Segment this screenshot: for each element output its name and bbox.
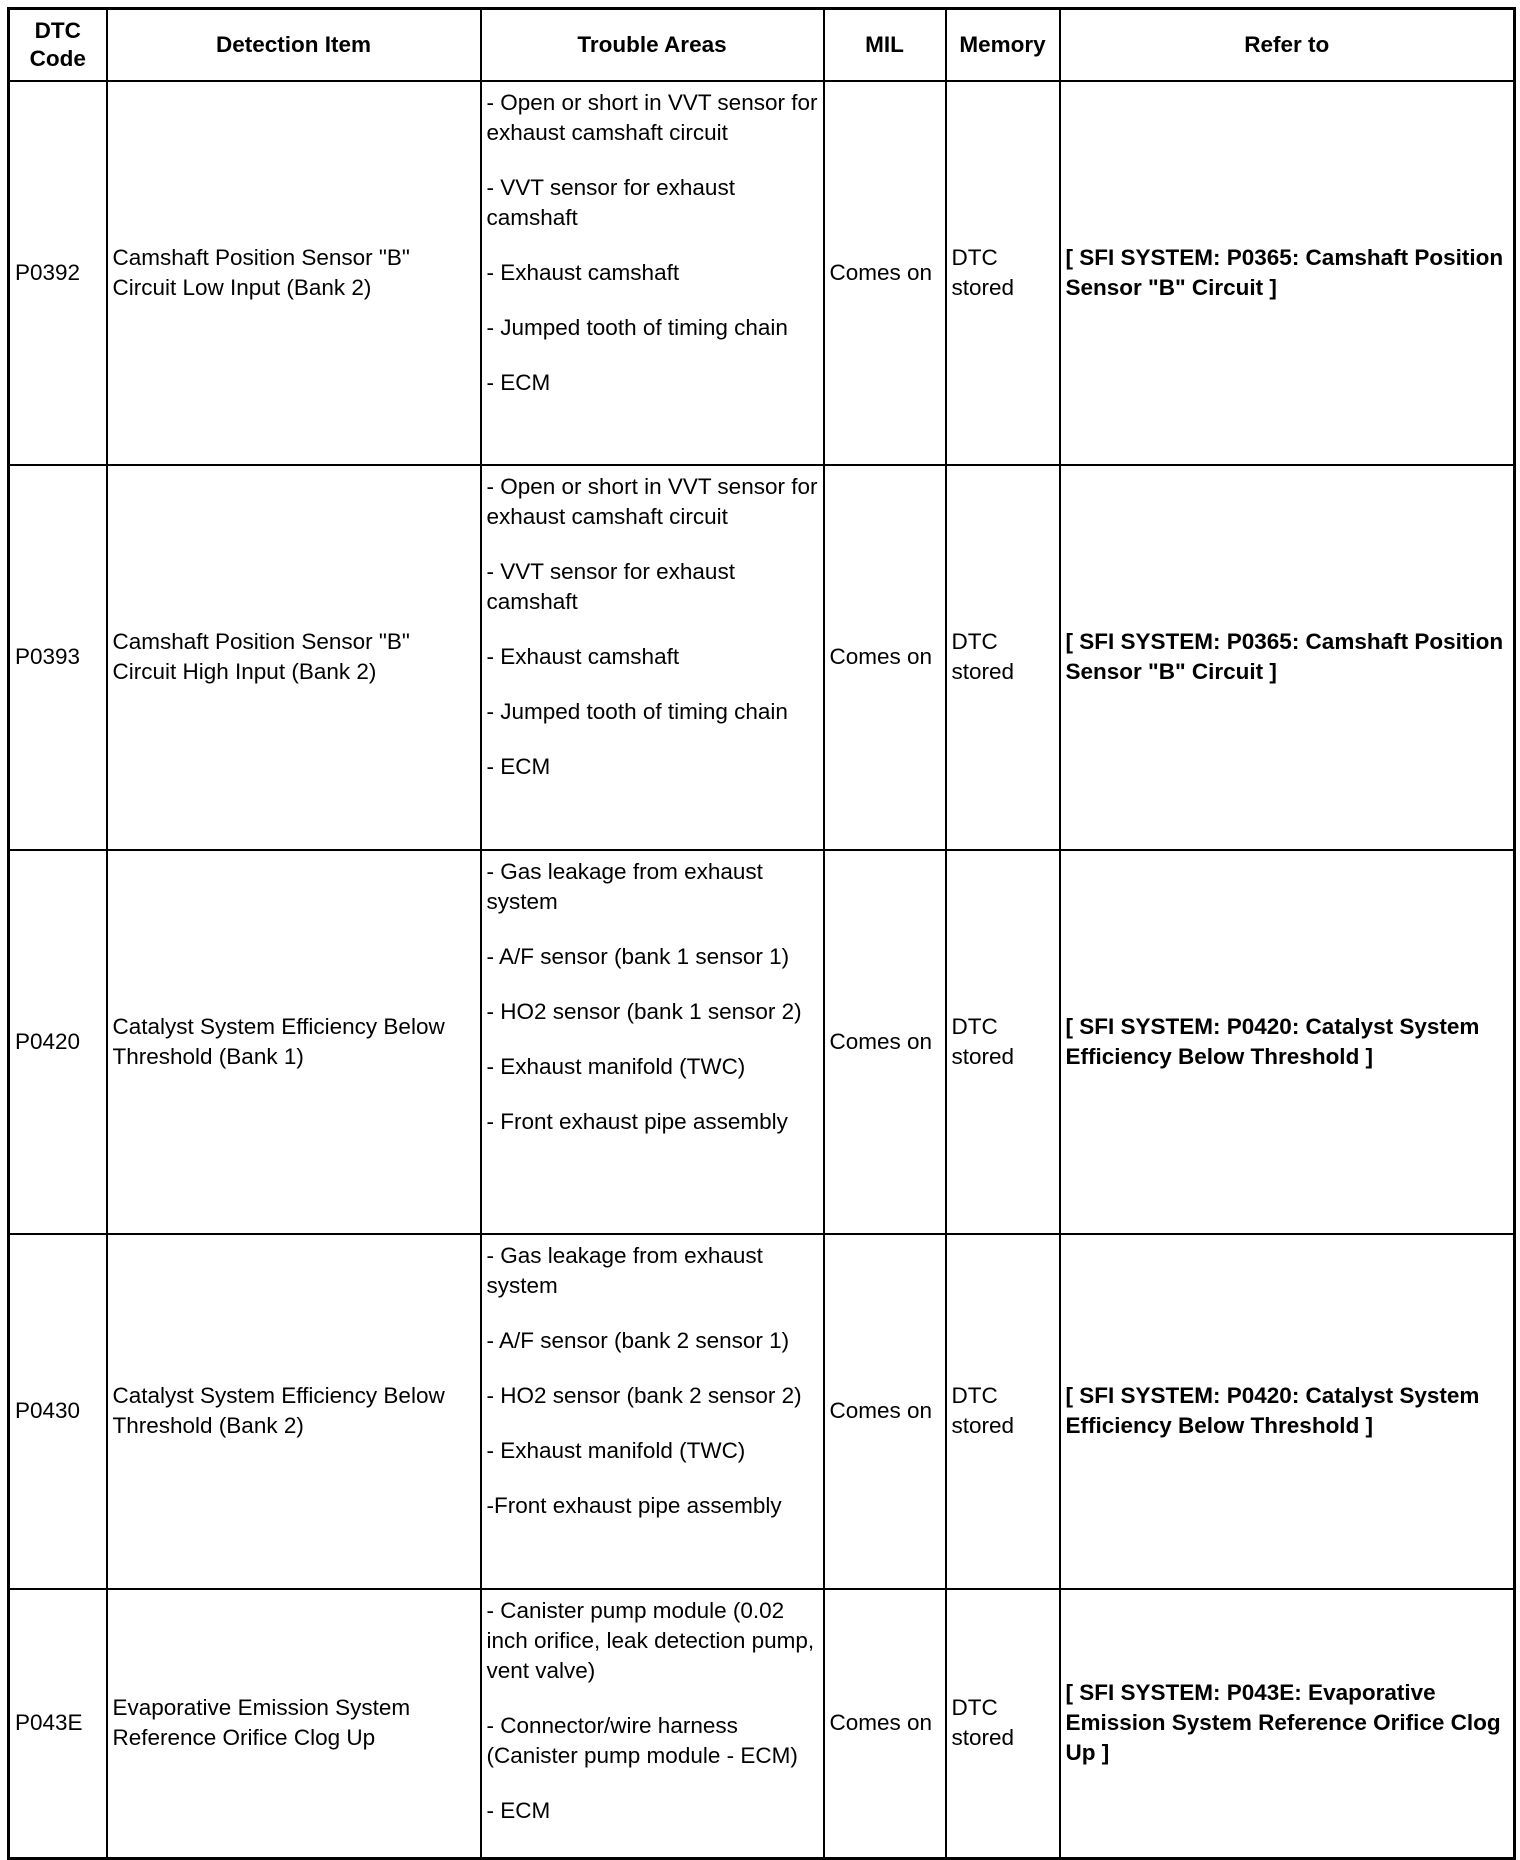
header-detection-item: Detection Item xyxy=(107,9,481,81)
trouble-area-item: - Open or short in VVT sensor for exhaust camshaft circuit xyxy=(486,89,818,145)
trouble-areas xyxy=(481,1234,824,1589)
trouble-areas xyxy=(481,850,824,1234)
memory-status: DTC stored xyxy=(946,1589,1060,1859)
trouble-area-item: - HO2 sensor (bank 1 sensor 2) xyxy=(486,998,802,1024)
mil-status: Comes on xyxy=(824,465,946,850)
table-row xyxy=(9,81,1515,465)
detection-item: Camshaft Position Sensor "B" Circuit High Input (Bank 2) xyxy=(107,465,481,850)
mil-status: Comes on xyxy=(824,1234,946,1589)
header-memory: Memory xyxy=(946,9,1060,81)
header-trouble-areas: Trouble Areas xyxy=(481,9,824,81)
trouble-area-item: - Open or short in VVT sensor for exhaust camshaft circuit xyxy=(486,473,818,529)
detection-item: Camshaft Position Sensor "B" Circuit Low Input (Bank 2) xyxy=(107,81,481,465)
trouble-area-item: - ECM xyxy=(486,753,551,779)
memory-status: DTC stored xyxy=(946,1234,1060,1589)
trouble-area-item: - A/F sensor (bank 1 sensor 1) xyxy=(486,943,790,969)
mil-status: Comes on xyxy=(824,1589,946,1859)
trouble-area-item: -Front exhaust pipe assembly xyxy=(486,1492,782,1518)
header-refer-to: Refer to xyxy=(1060,9,1515,81)
dtc-code: P0430 xyxy=(9,1234,107,1589)
detection-item: Evaporative Emission System Reference Orifice Clog Up xyxy=(107,1589,481,1859)
table-row xyxy=(9,1589,1515,1859)
header-row xyxy=(9,9,1515,81)
memory-status: DTC stored xyxy=(946,81,1060,465)
dtc-code: P0392 xyxy=(9,81,107,465)
trouble-area-item: - Jumped tooth of timing chain xyxy=(486,314,788,340)
trouble-area-item: - Gas leakage from exhaust system xyxy=(486,858,763,914)
refer-to-link: [ SFI SYSTEM: P043E: Evaporative Emission System Reference Orifice Clog Up ] xyxy=(1060,1589,1515,1859)
dtc-code: P043E xyxy=(9,1589,107,1859)
trouble-area-item: - Exhaust camshaft xyxy=(486,643,680,669)
trouble-area-item: - VVT sensor for exhaust camshaft xyxy=(486,558,735,614)
trouble-area-item: - Connector/wire harness (Canister pump module - ECM) xyxy=(486,1712,798,1768)
trouble-areas xyxy=(481,465,824,850)
table-row xyxy=(9,465,1515,850)
refer-to-link: [ SFI SYSTEM: P0365: Camshaft Position Sensor "B" Circuit ] xyxy=(1060,81,1515,465)
trouble-area-item: - ECM xyxy=(486,1797,551,1823)
trouble-area-item: - Exhaust manifold (TWC) xyxy=(486,1437,746,1463)
trouble-areas xyxy=(481,81,824,465)
trouble-area-item: - Jumped tooth of timing chain xyxy=(486,698,788,724)
dtc-table xyxy=(7,7,1516,1860)
detection-item: Catalyst System Efficiency Below Threshold (Bank 1) xyxy=(107,850,481,1234)
trouble-area-item: - HO2 sensor (bank 2 sensor 2) xyxy=(486,1382,802,1408)
trouble-area-item: - Front exhaust pipe assembly xyxy=(486,1108,788,1134)
header-mil: MIL xyxy=(824,9,946,81)
mil-status: Comes on xyxy=(824,850,946,1234)
refer-to-link: [ SFI SYSTEM: P0365: Camshaft Position Sensor "B" Circuit ] xyxy=(1060,465,1515,850)
trouble-area-item: - Gas leakage from exhaust system xyxy=(486,1242,763,1298)
refer-to-link: [ SFI SYSTEM: P0420: Catalyst System Efficiency Below Threshold ] xyxy=(1060,850,1515,1234)
trouble-areas xyxy=(481,1589,824,1859)
memory-status: DTC stored xyxy=(946,850,1060,1234)
trouble-area-item: - Exhaust manifold (TWC) xyxy=(486,1053,746,1079)
trouble-area-item: - VVT sensor for exhaust camshaft xyxy=(486,174,735,230)
table-row xyxy=(9,850,1515,1234)
refer-to-link: [ SFI SYSTEM: P0420: Catalyst System Efficiency Below Threshold ] xyxy=(1060,1234,1515,1589)
trouble-area-item: - ECM xyxy=(486,369,551,395)
trouble-area-item: - A/F sensor (bank 2 sensor 1) xyxy=(486,1327,790,1353)
table-row xyxy=(9,1234,1515,1589)
mil-status: Comes on xyxy=(824,81,946,465)
detection-item: Catalyst System Efficiency Below Threshold (Bank 2) xyxy=(107,1234,481,1589)
dtc-code: P0393 xyxy=(9,465,107,850)
dtc-code: P0420 xyxy=(9,850,107,1234)
trouble-area-item: - Exhaust camshaft xyxy=(486,259,680,285)
header-dtc-code: DTC Code xyxy=(9,9,107,81)
memory-status: DTC stored xyxy=(946,465,1060,850)
trouble-area-item: - Canister pump module (0.02 inch orifice, leak detection pump, vent valve) xyxy=(486,1597,815,1683)
